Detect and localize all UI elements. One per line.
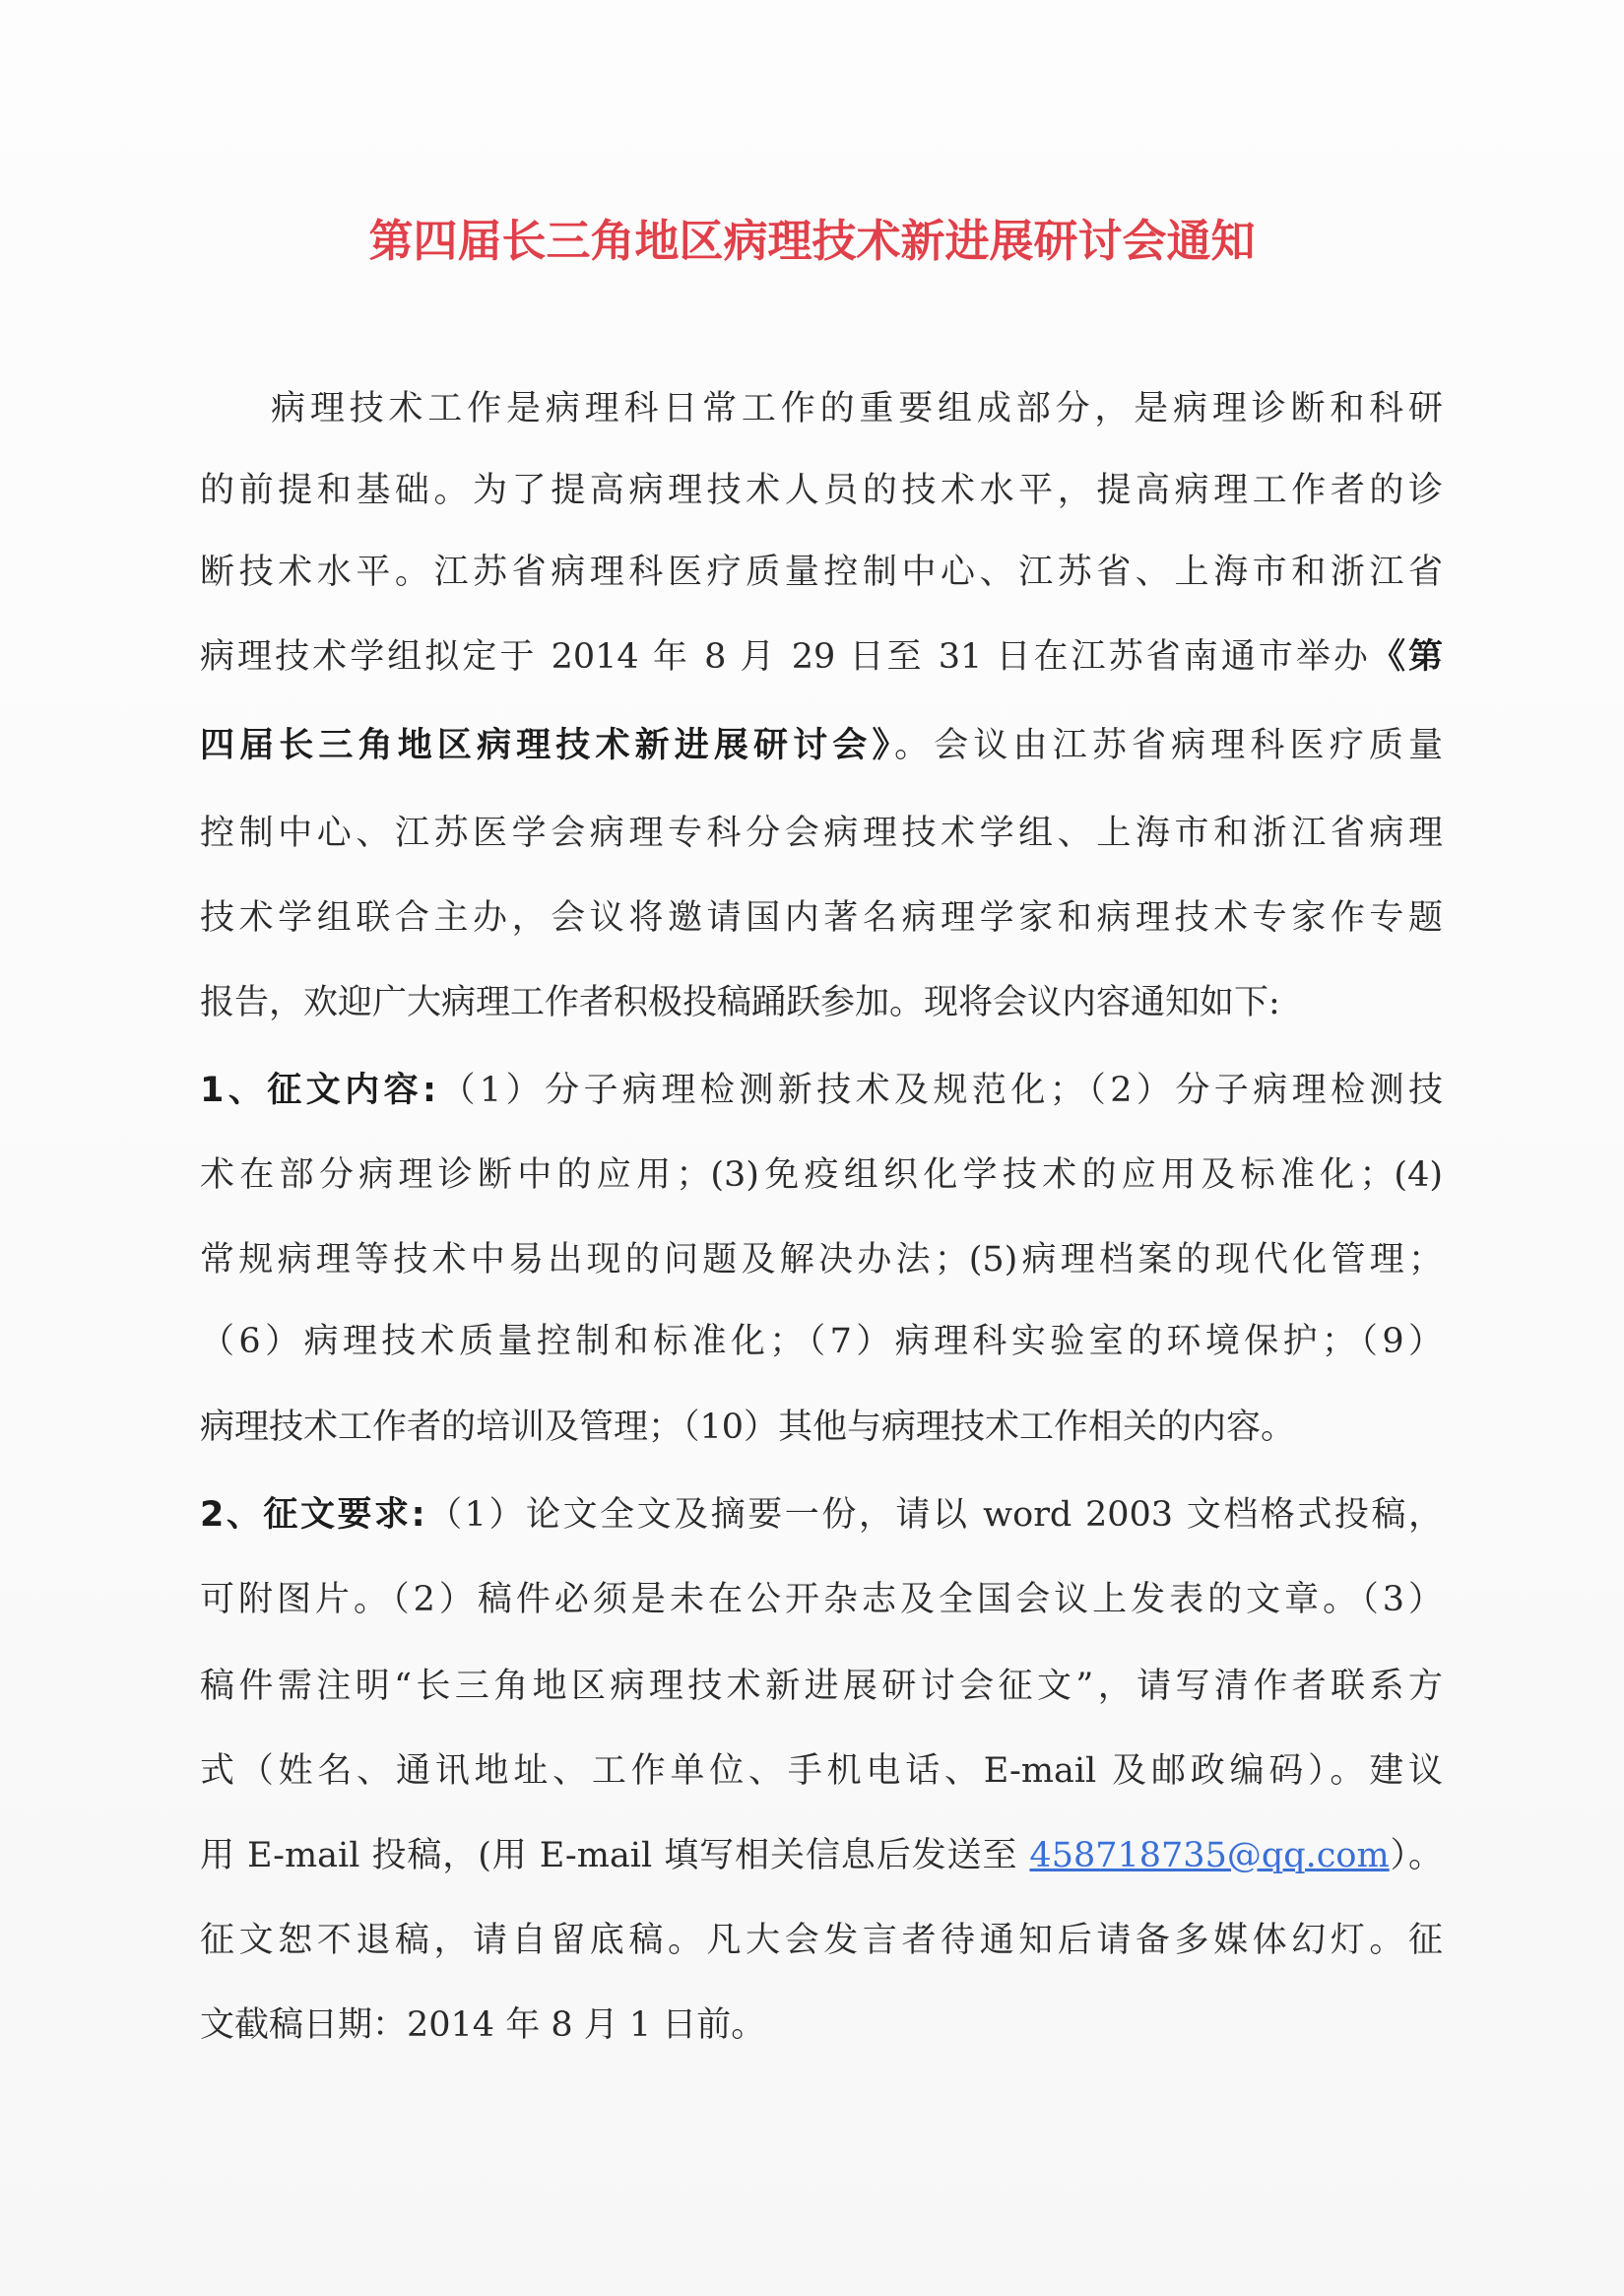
section2-line-2: 可附图片。（2）稿件必须是未在公开杂志及全国会议上发表的文章。（3）: [200, 1580, 1443, 1619]
section2-line-3: 稿件需注明“长三角地区病理技术新进展研讨会征文”，请写清作者联系方: [200, 1667, 1443, 1706]
section2-text-1: （1）论文全文及摘要一份，请以 word 2003 文档格式投稿，: [424, 1495, 1443, 1535]
intro-line-5: [200, 724, 1443, 767]
section1-line-5: 病理技术工作者的培训及管理；（10）其他与病理技术工作相关的内容。: [200, 1408, 1296, 1447]
conference-name-start: 《第: [1370, 637, 1443, 677]
section2-line-7: 文截稿日期：2014 年 8 月 1 日前。: [200, 2005, 766, 2045]
section1-text-1: （1）分子病理检测新技术及规范化；（2）分子病理检测技: [436, 1071, 1443, 1110]
section1-line-2: 术在部分病理诊断中的应用；(3)免疫组织化学技术的应用及标准化；(4): [200, 1155, 1443, 1195]
document-title: 第四届长三角地区病理技术新进展研讨会通知: [368, 215, 1256, 267]
intro-line-1: 病理技术工作是病理科日常工作的重要组成部分，是病理诊断和科研: [271, 389, 1443, 428]
section1-line-1: [200, 1069, 1443, 1112]
intro-line-8: 报告，欢迎广大病理工作者积极投稿踊跃参加。现将会议内容通知如下:: [200, 983, 1280, 1022]
section2-line-4: 式（姓名、通讯地址、工作单位、手机电话、E-mail 及邮政编码）。建议: [200, 1751, 1443, 1791]
intro-line-4: [200, 635, 1443, 679]
intro-line-3: 断技术水平。江苏省病理科医疗质量控制中心、江苏省、上海市和浙江省: [200, 553, 1443, 592]
section2-line-5: [200, 1834, 1443, 1877]
section2-line-1: [200, 1493, 1443, 1537]
section2-heading: 2、征文要求:: [200, 1495, 425, 1535]
section1-line-4: （6）病理技术质量控制和标准化；（7）病理科实验室的环境保护；（9）: [200, 1322, 1443, 1361]
contact-email-link[interactable]: 458718735@qq.com: [1029, 1836, 1390, 1875]
intro-line-2: 的前提和基础。为了提高病理技术人员的技术水平，提高病理工作者的诊: [200, 471, 1443, 510]
intro-line-7: 技术学组联合主办，会议将邀请国内著名病理学家和病理技术专家作专题: [200, 898, 1443, 938]
section2-email-prefix: 用 E-mail 投稿，(用 E-mail 填写相关信息后发送至: [200, 1836, 1030, 1875]
section1-heading: 1、征文内容:: [200, 1071, 437, 1110]
section2-email-suffix: ）。: [1389, 1836, 1443, 1875]
conference-name-end: 四届长三角地区病理技术新进展研讨会》: [200, 726, 895, 765]
section2-line-6: 征文恕不退稿，请自留底稿。凡大会发言者待通知后请备多媒体幻灯。征: [200, 1921, 1443, 1960]
section1-line-3: 常规病理等技术中易出现的问题及解决办法；(5)病理档案的现代化管理；: [200, 1240, 1443, 1279]
intro-line-5-text: 。会议由江苏省病理科医疗质量: [894, 726, 1443, 765]
intro-line-4-text: 病理技术学组拟定于 2014 年 8 月 29 日至 31 日在江苏省南通市举办: [200, 637, 1371, 677]
intro-line-6: 控制中心、江苏医学会病理专科分会病理技术学组、上海市和浙江省病理: [200, 814, 1443, 853]
